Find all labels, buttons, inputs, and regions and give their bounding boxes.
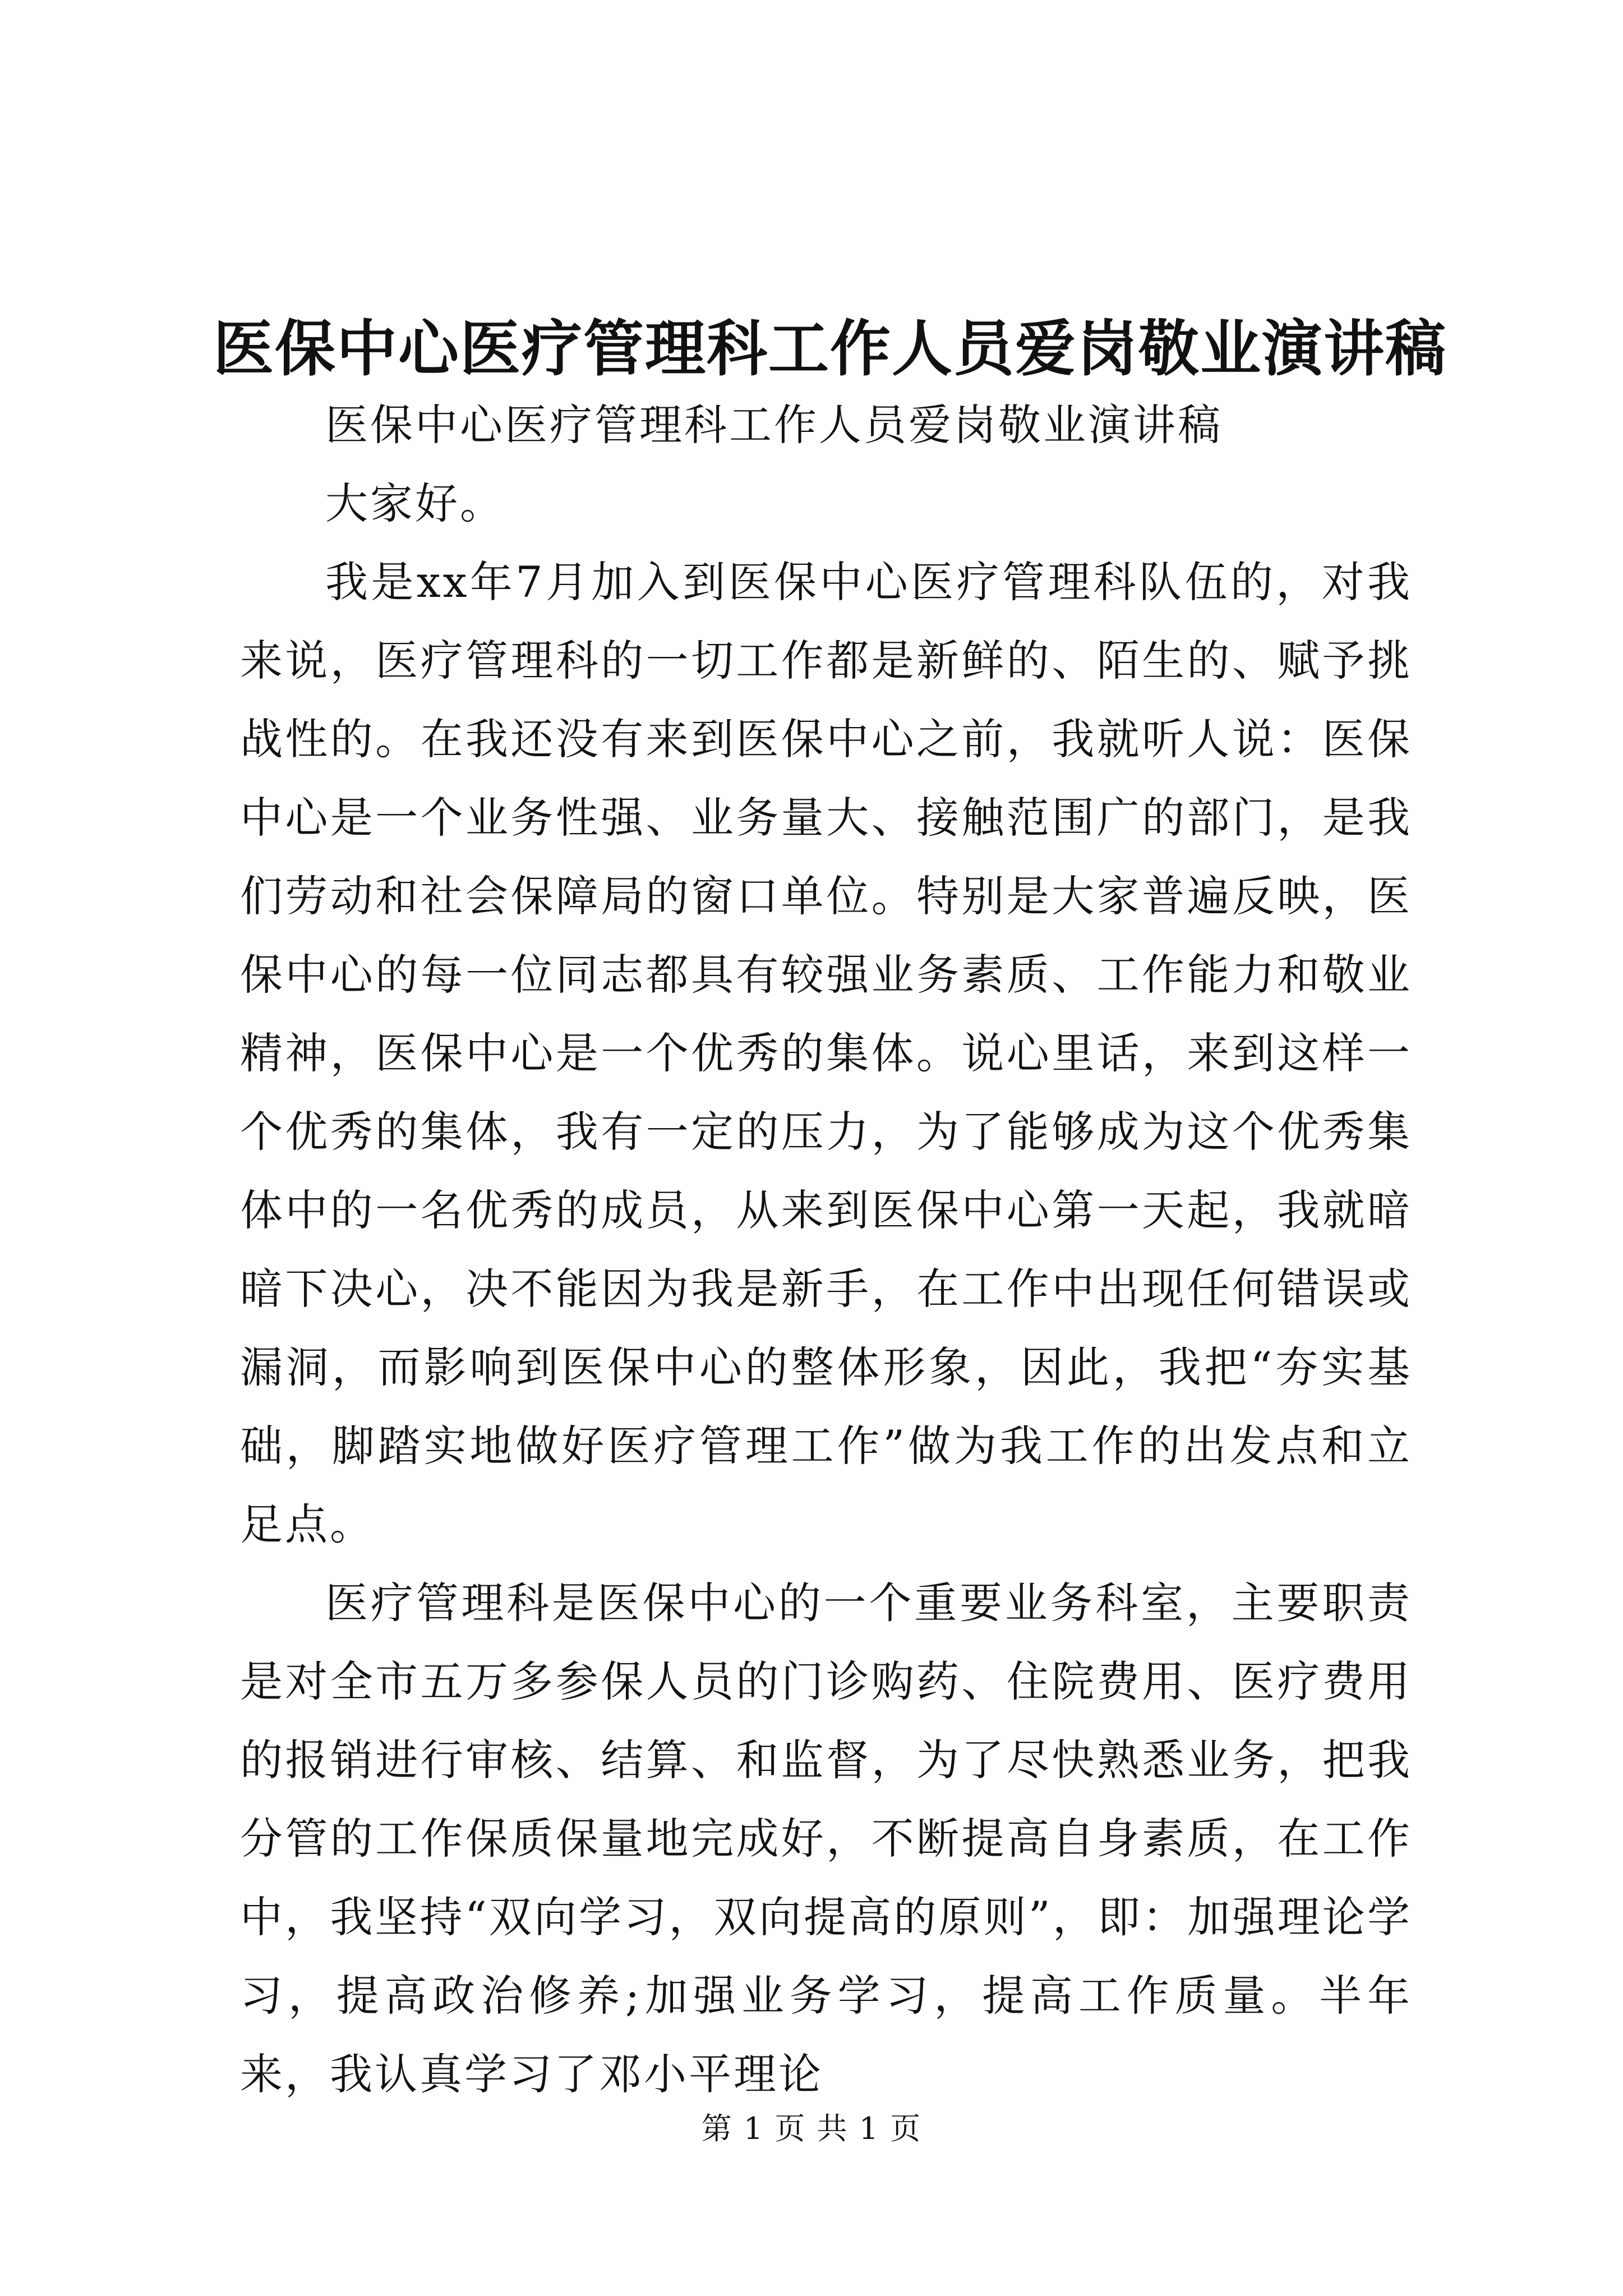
paragraph-greeting: 大家好。 [325,478,505,528]
page-footer: 第 1 页 共 1 页 [701,2111,922,2146]
document-body [240,386,1412,2114]
paragraph-body: 医疗管理科是医保中心的一个重要业务科室，主要职责是对全市五万多参保人员的门诊购药、住院费用、医疗费用的报销进行审核、结算、和监督，为了尽快熟悉业务，把我分管的工作保质保量地完成好，不断提高自身素质，在工作中，我坚持“双向学习，双向提高的原则”，即：加强理论学习，提高政治修养;加强业务学习，提高工作质量。半年来，我认真学习了邓小平理论 [240,1578,1412,2099]
document-title: 医保中心医疗管理科工作人员爱岗敬业演讲稿 [213,314,1447,385]
paragraph-subtitle: 医保中心医疗管理科工作人员爱岗敬业演讲稿 [325,400,1223,450]
paragraph-body: 我是xx年7月加入到医保中心医疗管理科队伍的，对我来说，医疗管理科的一切工作都是新鲜的、陌生的、赋予挑战性的。在我还没有来到医保中心之前，我就听人说：医保中心是一个业务性强、业务量大、接触范围广的部门，是我们劳动和社会保障局的窗口单位。特别是大家普遍反映，医保中心的每一位同志都具有较强业务素质、工作能力和敬业精神，医保中心是一个优秀的集体。说心里话，来到这样一个优秀的集体，我有一定的压力，为了能够成为这个优秀集体中的一名优秀的成员，从来到医保中心第一天起，我就暗暗下决心，决不能因为我是新手，在工作中出现任何错误或漏洞，而影响到医保中心的整体形象，因此，我把“夯实基础，脚踏实地做好医疗管理工作”做为我工作的出发点和立足点。 [240,557,1412,1549]
